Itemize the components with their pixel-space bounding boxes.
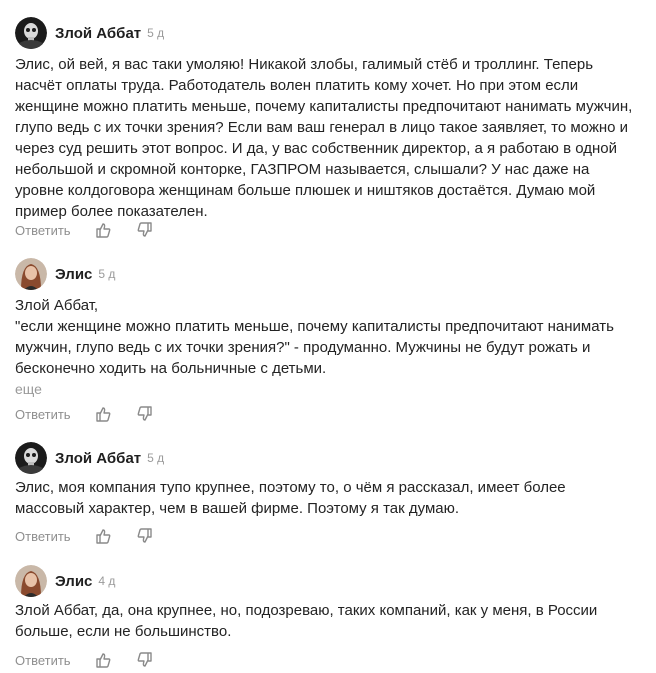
skull-avatar-icon[interactable] (15, 17, 47, 49)
show-more-link[interactable]: еще (15, 381, 42, 397)
comment-text: Злой Аббат, "если женщине можно платить меньше, почему капиталисты предпочитают нанимать мужчин, глупо ведь с их точки зрения?" - продуманно. Мужчины не будут рожать и бесконечно ходить на больничные с детьми. еще (15, 295, 635, 400)
dislike-icon[interactable] (137, 406, 153, 422)
comment-header (15, 564, 115, 598)
dislike-icon[interactable] (137, 222, 153, 238)
comment-text: Элис, моя компания тупо крупнее, поэтому то, о чём я рассказал, имеет более массовый характер, чем в вашей фирме. Поэтому я так думаю. (15, 479, 566, 517)
comment-author[interactable]: Элис (55, 572, 93, 590)
reply-button[interactable]: Ответить (15, 406, 71, 422)
comment-header (15, 16, 164, 50)
like-icon[interactable] (95, 222, 111, 238)
comment-header (15, 257, 115, 291)
comment-actions (15, 220, 179, 240)
like-icon[interactable] (95, 406, 111, 422)
comment-text: Элис, ой вей, я вас таки умоляю! Никакой злобы, галимый стёб и троллинг. Теперь насчёт оплаты труда. Работодатель волен платить кому хочет. Но при этом если женщине можно платить меньше, почему капиталисты предпочитают нанимать мужчин, глупо ведь с их точки зрения? Если вам ваш генерал в лицо такое заявляет, то можно и через суд решить этот вопрос. И да, у вас собственник директор, а я работаю в одной небольшой и скромной конторке, ГАЗПРОМ называется, слышали? У нас даже на уровне колдоговора женщинам больше плюшек и ништяков достаётся. Думаю мой пример более показателен. (15, 56, 633, 220)
comment-author[interactable]: Злой Аббат (55, 449, 142, 467)
like-icon[interactable] (95, 528, 111, 544)
reply-button[interactable]: Ответить (15, 652, 71, 668)
skull-avatar-icon[interactable] (15, 442, 47, 474)
comment-actions (15, 404, 179, 424)
comment-age: 5 д (147, 26, 165, 40)
comment-header (15, 441, 164, 475)
comment-text: Злой Аббат, да, она крупнее, но, подозреваю, таких компаний, как у меня, в России больше, если не большинство. (15, 602, 598, 640)
comment-age: 5 д (147, 451, 165, 465)
comment-actions (15, 526, 179, 546)
reply-button[interactable]: Ответить (15, 528, 71, 544)
woman-portrait-avatar-icon[interactable] (15, 565, 47, 597)
dislike-icon[interactable] (137, 652, 153, 668)
comment-age: 4 д (98, 574, 116, 588)
comment-age: 5 д (98, 267, 116, 281)
comment-author[interactable]: Злой Аббат (55, 24, 142, 42)
comment-actions (15, 650, 179, 670)
reply-button[interactable]: Ответить (15, 222, 71, 238)
like-icon[interactable] (95, 652, 111, 668)
dislike-icon[interactable] (137, 528, 153, 544)
woman-portrait-avatar-icon[interactable] (15, 258, 47, 290)
comment-author[interactable]: Элис (55, 265, 93, 283)
